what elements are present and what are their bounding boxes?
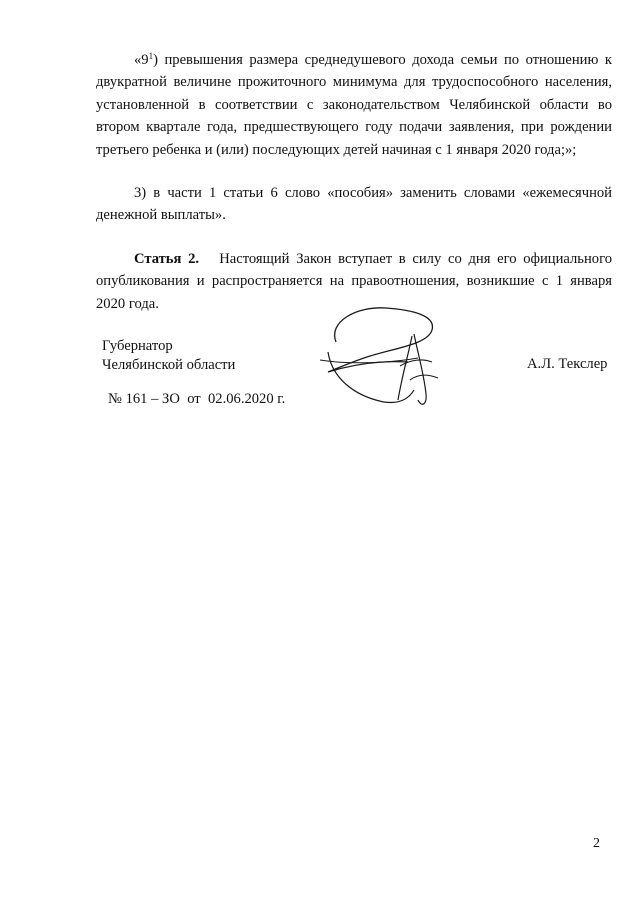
signatory-name: А.Л. Текслер <box>527 356 608 372</box>
handwritten-signature <box>314 300 446 412</box>
clause-9-1-open-quote: «9 <box>134 52 149 68</box>
signatory-position-line1: Губернатор <box>102 338 173 354</box>
clause-3-text: 3) в части 1 статьи 6 слово «пособия» заменить словами «ежемесячной денежной выплаты». <box>96 185 612 224</box>
clause-3-paragraph <box>96 182 612 227</box>
signatory-position <box>102 337 235 375</box>
article-2-heading: Статья 2. <box>134 251 200 267</box>
clause-9-1-paragraph <box>96 49 612 161</box>
clause-9-1-text: ) превышения размера среднедушевого дохода семьи по отношению к двукратной величине прожиточного минимума для трудоспособного населения, установленной в соответствии с законодательством Челябинской области во втором квартале года, предшествующего году подачи заявления, при рождении третьего ребенка и (или) последующих детей начиная с 1 января 2020 года;»; <box>96 52 612 158</box>
clause-9-1-superscript: 1 <box>148 51 154 61</box>
page-number: 2 <box>593 836 600 851</box>
signatory-position-line2: Челябинской области <box>102 357 236 373</box>
law-number: № 161 – ЗО от 02.06.2020 г. <box>108 391 286 407</box>
article-2-text: Настоящий Закон вступает в силу со дня его официального опубликования и распространяется на правоотношения, возникшие с 1 января 2020 года. <box>96 251 612 312</box>
